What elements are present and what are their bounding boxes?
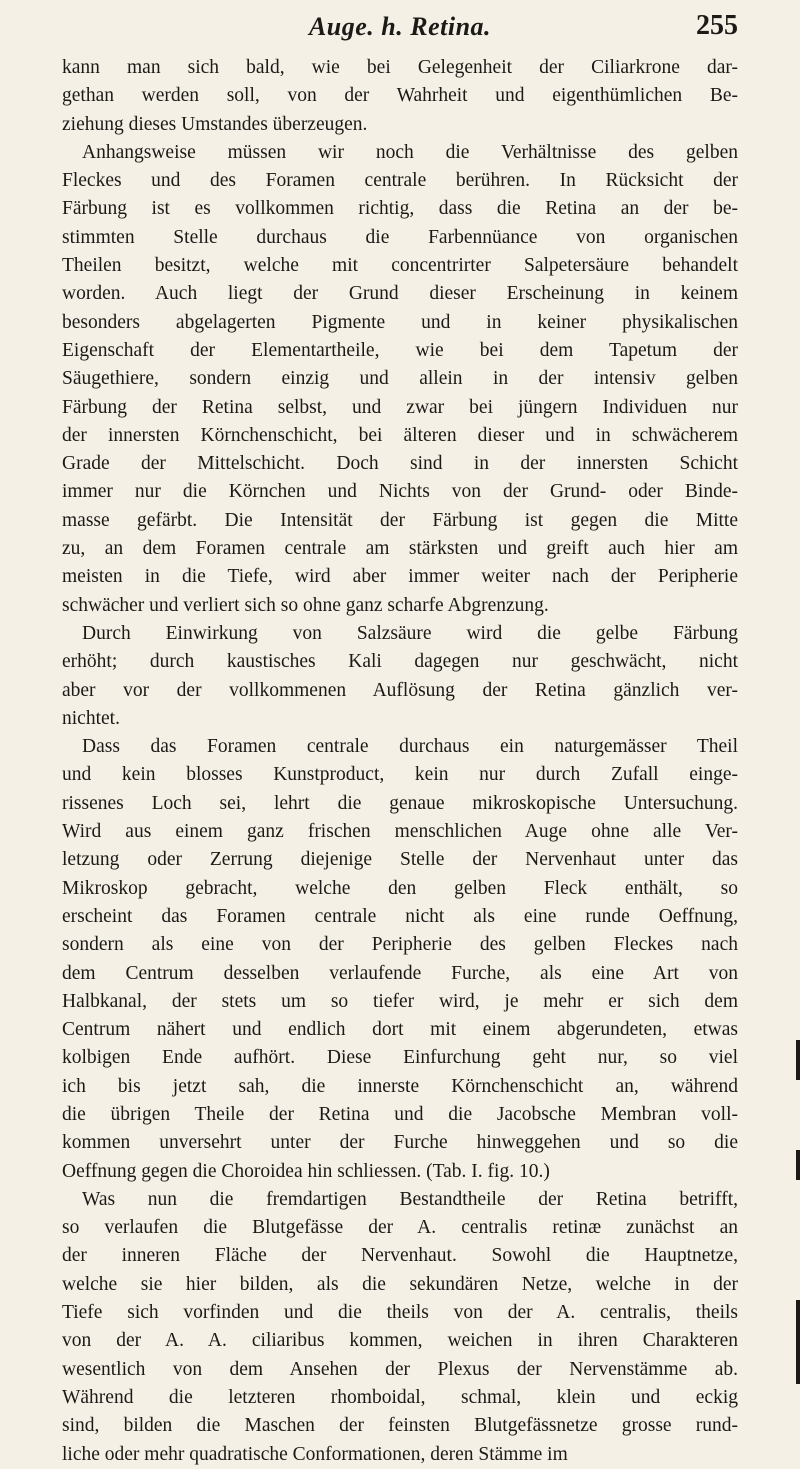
text-line: rissenes Loch sei, lehrt die genaue mikroskopische Untersuchung.	[62, 792, 738, 814]
page-edge-shadow	[796, 1300, 800, 1384]
text-line: Eigenschaft der Elementartheile, wie bei dem Tapetum der	[62, 339, 738, 361]
text-line: Centrum nähert und endlich dort mit einem abgerundeten, etwas	[62, 1019, 738, 1041]
text-line: ziehung dieses Umstandes überzeugen.	[62, 113, 368, 135]
text-line: wesentlich von dem Ansehen der Plexus der Nervenstämme ab.	[62, 1358, 738, 1380]
text-line: immer nur die Körnchen und Nichts von der Grund- oder Binde-	[62, 481, 738, 503]
text-line: die übrigen Theile der Retina und die Jacobsche Membran voll-	[62, 1103, 738, 1125]
text-line: liche oder mehr quadratische Conformationen, deren Stämme im	[62, 1443, 568, 1465]
text-line: Säugethiere, sondern einzig und allein in der intensiv gelben	[62, 368, 738, 390]
text-line: erscheint das Foramen centrale nicht als eine runde Oeffnung,	[62, 905, 738, 927]
text-line: so verlaufen die Blutgefässe der A. centralis retinæ zunächst an	[62, 1217, 738, 1239]
text-line: stimmten Stelle durchaus die Farbennüance von organischen	[62, 226, 738, 248]
text-line: aber vor der vollkommenen Auflösung der Retina gänzlich ver-	[62, 679, 738, 701]
text-line: kommen unversehrt unter der Furche hinweggehen und so die	[62, 1132, 738, 1154]
text-line: masse gefärbt. Die Intensität der Färbung ist gegen die Mitte	[62, 509, 738, 531]
text-line: Während die letzteren rhomboidal, schmal, klein und eckig	[62, 1386, 738, 1408]
text-line: Wird aus einem ganz frischen menschlichen Auge ohne alle Ver-	[62, 821, 738, 843]
text-line: der inneren Fläche der Nervenhaut. Sowohl die Hauptnetze,	[62, 1245, 738, 1267]
text-line: Dass das Foramen centrale durchaus ein naturgemässer Theil	[82, 736, 738, 758]
text-line: sind, bilden die Maschen der feinsten Blutgefässnetze grosse rund-	[62, 1415, 738, 1437]
text-line: Grade der Mittelschicht. Doch sind in der innersten Schicht	[62, 453, 738, 475]
text-line: Tiefe sich vorfinden und die theils von der A. centralis, theils	[62, 1302, 738, 1324]
page-header	[62, 12, 738, 48]
text-line: und kein blosses Kunstproduct, kein nur durch Zufall einge-	[62, 764, 738, 786]
text-line: kolbigen Ende aufhört. Diese Einfurchung geht nur, so viel	[62, 1047, 738, 1069]
text-line: Färbung ist es vollkommen richtig, dass die Retina an der be-	[62, 198, 738, 220]
text-line: worden. Auch liegt der Grund dieser Erscheinung in keinem	[62, 283, 738, 305]
text-line: von der A. A. ciliaribus kommen, weichen in ihren Charakteren	[62, 1330, 738, 1352]
text-line: Was nun die fremdartigen Bestandtheile der Retina betrifft,	[82, 1188, 738, 1210]
text-line: der innersten Körnchenschicht, bei älteren dieser und in schwächerem	[62, 424, 738, 446]
text-line: Halbkanal, der stets um so tiefer wird, je mehr er sich dem	[62, 990, 738, 1012]
text-line: erhöht; durch kaustisches Kali dagegen nur geschwächt, nicht	[62, 651, 738, 673]
text-line: besonders abgelagerten Pigmente und in keiner physikalischen	[62, 311, 738, 333]
text-line: dem Centrum desselben verlaufende Furche, als eine Art von	[62, 962, 738, 984]
text-line: Mikroskop gebracht, welche den gelben Fleck enthält, so	[62, 877, 738, 899]
text-line: Fleckes und des Foramen centrale berühren. In Rücksicht der	[62, 170, 738, 192]
text-line: Anhangsweise müssen wir noch die Verhältnisse des gelben	[82, 141, 738, 163]
text-line: meisten in die Tiefe, wird aber immer weiter nach der Peripherie	[62, 566, 738, 588]
page-edge-shadow	[796, 1150, 800, 1180]
text-line: kann man sich bald, wie bei Gelegenheit der Ciliarkrone dar-	[62, 57, 738, 78]
page-edge-shadow	[796, 1040, 800, 1080]
text-line: Durch Einwirkung von Salzsäure wird die gelbe Färbung	[82, 622, 738, 644]
body-text	[62, 54, 738, 1469]
text-line: letzung oder Zerrung diejenige Stelle der Nervenhaut unter das	[62, 849, 738, 871]
page-number: 255	[696, 10, 738, 41]
text-line: zu, an dem Foramen centrale am stärksten und greift auch hier am	[62, 538, 738, 560]
running-head: Auge. h. Retina.	[308, 12, 492, 41]
text-line: welche sie hier bilden, als die sekundären Netze, welche in der	[62, 1273, 738, 1295]
text-line: ich bis jetzt sah, die innerste Körnchenschicht an, während	[62, 1075, 738, 1097]
text-line: schwächer und verliert sich so ohne ganz scharfe Abgrenzung.	[62, 594, 549, 616]
text-line: nichtet.	[62, 707, 120, 729]
text-line: Theilen besitzt, welche mit concentrirter Salpetersäure behandelt	[62, 255, 738, 277]
text-line: gethan werden soll, von der Wahrheit und eigenthümlichen Be-	[62, 85, 738, 107]
text-line: Oeffnung gegen die Choroidea hin schliessen. (Tab. I. fig. 10.)	[62, 1160, 550, 1182]
text-line: Färbung der Retina selbst, und zwar bei jüngern Individuen nur	[62, 396, 738, 418]
text-line: sondern als eine von der Peripherie des gelben Fleckes nach	[62, 934, 738, 956]
